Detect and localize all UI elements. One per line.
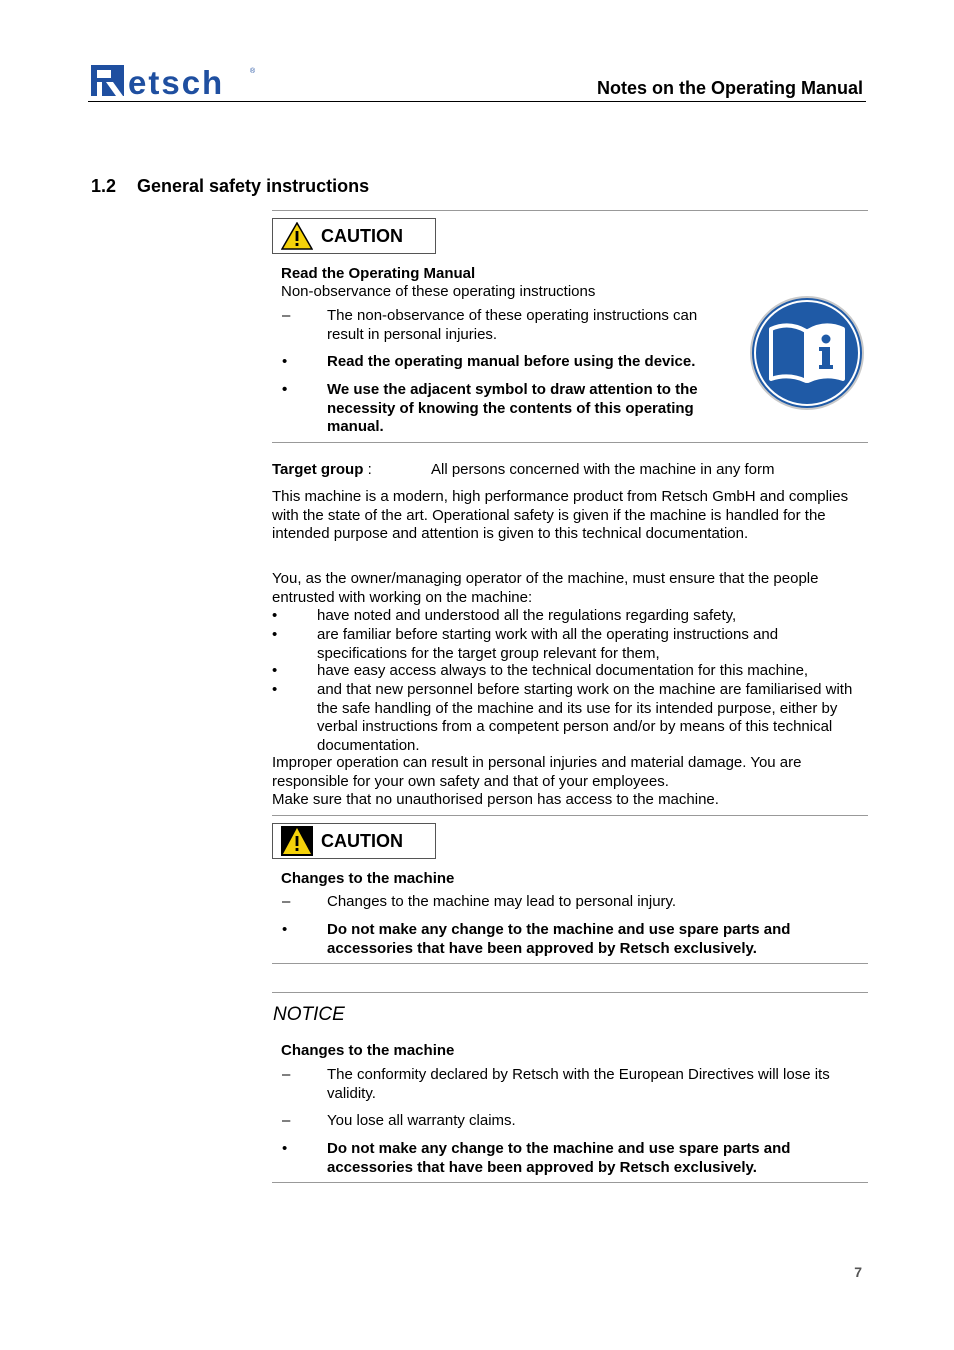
caution-heading: Read the Operating Manual [281,265,476,282]
caution-subheading: Non-observance of these operating instructions [281,283,596,300]
paragraph: This machine is a modern, high performance product from Retsch GmbH and complies with the state of the art. Operational safety is given if the machine is handled for the intended purpose and attention is given to this technical documentation. [272,488,849,542]
notice-label: NOTICE [273,1004,345,1025]
list-item: • have easy access always to the technical documentation for this machine, [272,662,809,679]
caution-label-box [272,823,436,859]
divider [272,1182,868,1183]
target-group-separator: : [367,461,372,478]
divider [272,210,868,211]
warning-triangle-icon [281,826,313,856]
divider [272,992,868,993]
caution-label: CAUTION [321,830,403,851]
list-item: • have noted and understood all the regulations regarding safety, [272,607,737,624]
paragraph: You, as the owner/managing operator of the machine, must ensure that the people entrusted with working on the machine: [272,570,819,606]
section-number: 1.2 [91,176,117,196]
caution-label-box [272,218,436,254]
notice-heading: Changes to the machine [281,1042,455,1059]
page-number: 7 [854,1264,862,1280]
target-group-row [272,461,372,480]
retsch-logo [90,63,258,99]
svg-text:etsch: etsch [128,64,225,99]
read-manual-icon [749,295,865,411]
divider [272,442,868,443]
warning-triangle-icon [281,222,313,250]
section-title: General safety instructions [137,176,370,196]
divider [272,963,868,964]
list-item: • are familiar before starting work with all the operating instructions and specifications for the target group relevant for them, [272,626,779,662]
caution-heading: Changes to the machine [281,870,455,887]
list-item: • and that new personnel before starting work on the machine are familiarised with the safe handling of the machine and its use for its intended purpose, either by verbal instructions from a competent person and/or by means of this technical documentation. [272,681,853,754]
header-divider [88,101,866,102]
divider [272,815,868,816]
svg-text:®: ® [250,68,256,75]
header-title: Notes on the Operating Manual [596,78,863,98]
caution-label: CAUTION [321,225,403,246]
target-group-value: All persons concerned with the machine in any form [431,461,775,478]
paragraph: Make sure that no unauthorised person has access to the machine. [272,791,719,808]
paragraph: Improper operation can result in personal injuries and material damage. You are responsible for your own safety and that of your employees. [272,754,802,790]
section-heading [91,176,369,197]
target-group-label: Target group [272,461,364,478]
